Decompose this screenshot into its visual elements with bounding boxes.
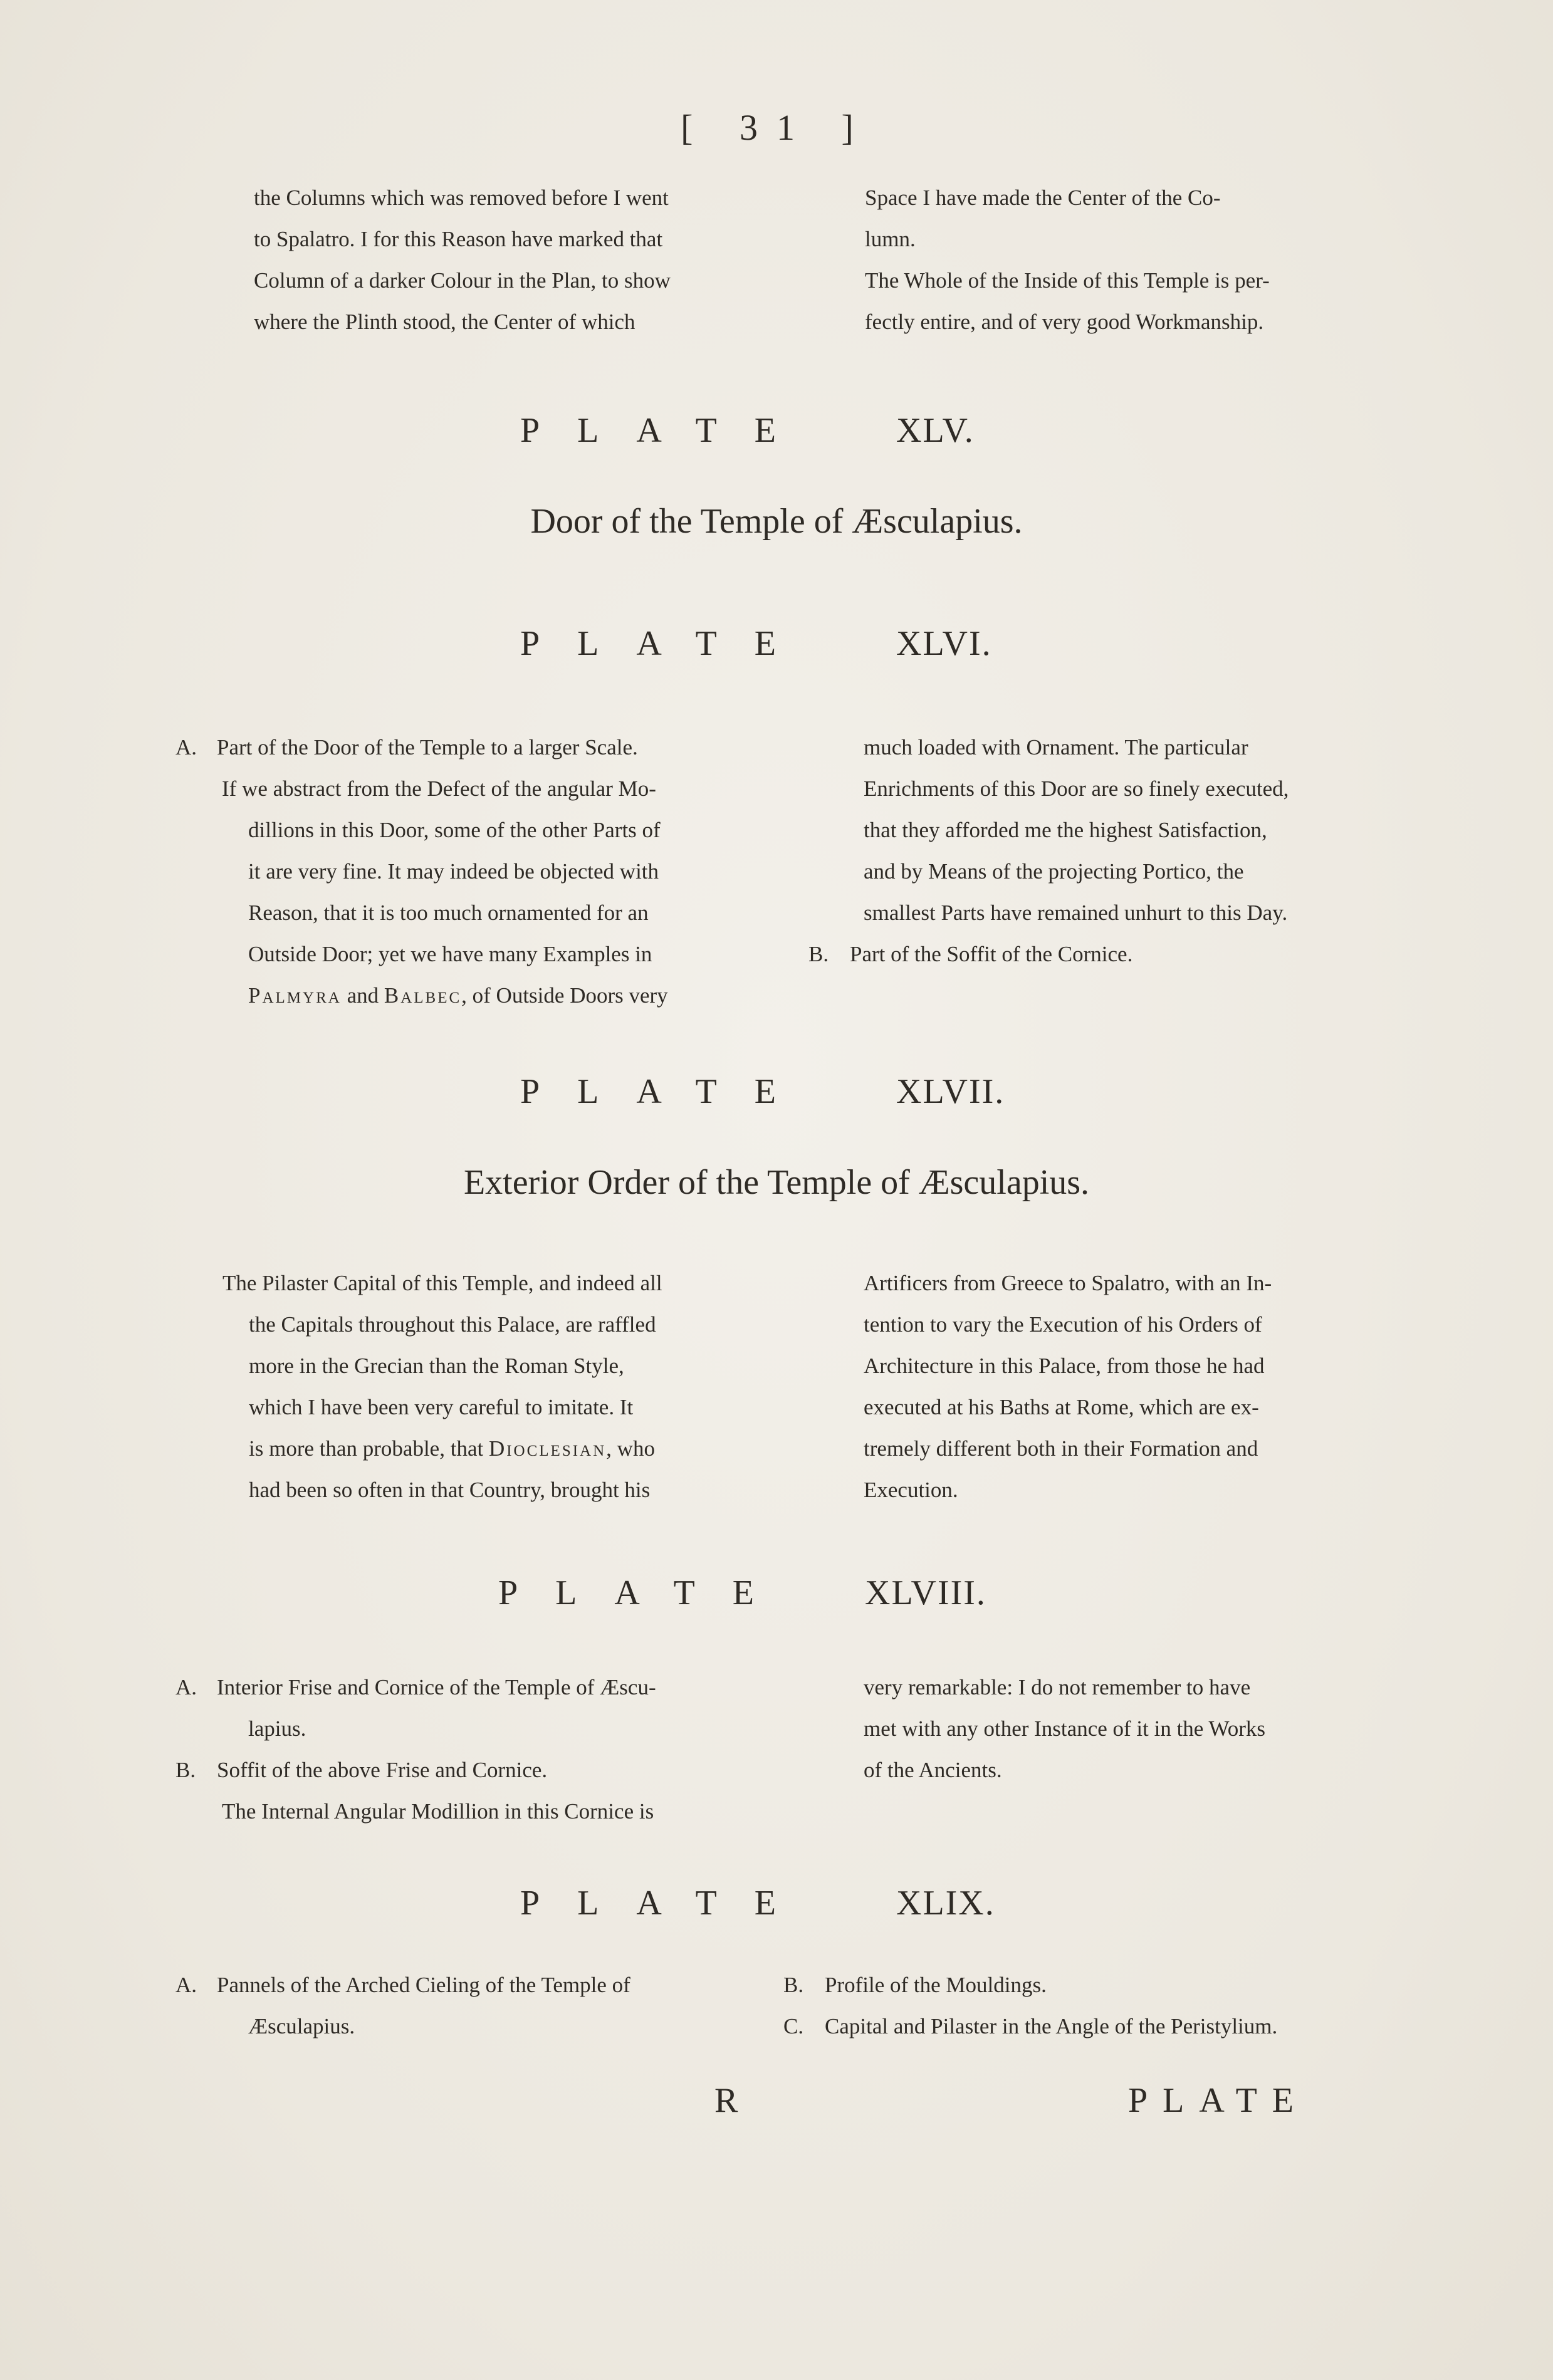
intro-left-line: where the Plinth stood, the Center of which (254, 310, 635, 334)
paragraph-line: Artificers from Greece to Spalatro, with an In- (864, 1271, 1272, 1295)
paragraph-line: very remarkable: I do not remember to have (864, 1675, 1251, 1699)
paragraph-line: executed at his Baths at Rome, which are ex- (864, 1395, 1259, 1419)
paragraph-line: dillions in this Door, some of the other Parts of (248, 818, 661, 842)
paragraph-line: Outside Door; yet we have many Examples in (248, 942, 652, 966)
plate-48-item-a (175, 1667, 765, 1708)
plate-word: PLATE (520, 624, 813, 663)
intro-left-line: the Columns which was removed before I went (254, 185, 669, 210)
catchword: PLATE (1128, 2081, 1309, 2120)
intro-right-line: fectly entire, and of very good Workmanship. (865, 310, 1264, 334)
place-name: Palmyra (248, 983, 342, 1008)
intro-right-column (865, 177, 1366, 343)
text-fragment: , of Outside Doors very (461, 983, 668, 1008)
intro-left-line: Column of a darker Colour in the Plan, to show (254, 268, 671, 293)
plate-46-left-column (175, 727, 765, 1016)
intro-left-column (254, 177, 768, 343)
paragraph-line: much loaded with Ornament. The particular (864, 735, 1248, 759)
plate-45-title: Door of the Temple of Æsculapius. (530, 502, 1023, 541)
plate-word: PLATE (520, 1072, 813, 1111)
signature-mark: R (714, 2081, 738, 2120)
item-text: Capital and Pilaster in the Angle of the Peristylium. (825, 2014, 1278, 2038)
intro-right-line: lumn. (865, 227, 916, 251)
plate-number: XLVIII. (865, 1574, 986, 1612)
paragraph-line: The Pilaster Capital of this Temple, and indeed all (222, 1271, 662, 1295)
item-text: Interior Frise and Cornice of the Temple of Æscu- (217, 1675, 656, 1699)
plate-49-item-b (783, 1965, 1385, 2006)
plate-48-item-b (175, 1750, 765, 1791)
item-text: Profile of the Mouldings. (825, 1973, 1047, 1997)
paragraph-line: smallest Parts have remained unhurt to this Day. (864, 900, 1288, 925)
plate-49-heading (520, 1883, 995, 1923)
item-label: A. (175, 1973, 197, 1997)
paragraph-line (222, 1428, 768, 1469)
plate-47-title: Exterior Order of the Temple of Æsculapius. (463, 1163, 1090, 1202)
paragraph-line: which I have been very careful to imitate. It (249, 1395, 634, 1419)
text-fragment: is more than probable, that (249, 1436, 489, 1461)
text-fragment: and (341, 983, 384, 1008)
plate-45-heading (520, 410, 975, 451)
plate-47-right-column (864, 1263, 1371, 1511)
paragraph-line: tention to vary the Execution of his Orders of (864, 1312, 1262, 1337)
plate-46-right-column (808, 727, 1373, 975)
paragraph-line: and by Means of the projecting Portico, the (864, 859, 1244, 884)
paragraph-line: tremely different both in their Formation and (864, 1436, 1258, 1461)
paragraph-line (175, 975, 765, 1016)
plate-47-left-column (222, 1263, 768, 1511)
paragraph-line: If we abstract from the Defect of the angular Mo- (222, 776, 656, 801)
plate-47-heading (520, 1072, 1005, 1112)
paragraph-line: The Internal Angular Modillion in this Cornice is (222, 1799, 654, 1824)
plate-46-item-a (175, 727, 765, 768)
item-label: A. (175, 735, 197, 759)
plate-48-heading (498, 1573, 986, 1613)
plate-number: XLVII. (896, 1072, 1005, 1111)
plate-49-item-c (783, 2006, 1385, 2047)
item-label: C. (783, 2014, 804, 2038)
person-name: Dioclesian (488, 1436, 607, 1461)
place-name: Balbec (384, 983, 462, 1008)
item-text: Pannels of the Arched Cieling of the Temple of (217, 1973, 630, 1997)
item-label: B. (808, 942, 829, 966)
plate-number: XLVI. (896, 624, 992, 663)
text-fragment: , who (606, 1436, 655, 1461)
item-label: B. (175, 1758, 196, 1782)
intro-right-line: The Whole of the Inside of this Temple is per- (865, 268, 1270, 293)
paragraph-line: Enrichments of this Door are so finely executed, (864, 776, 1289, 801)
paragraph-line: that they afforded me the highest Satisfaction, (864, 818, 1267, 842)
plate-46-heading (520, 624, 992, 664)
paragraph-line: of the Ancients. (864, 1758, 1002, 1782)
plate-number: XLIX. (896, 1884, 995, 1923)
plate-word: PLATE (498, 1574, 792, 1612)
paragraph-line: more in the Grecian than the Roman Style, (249, 1354, 624, 1378)
paragraph-line: had been so often in that Country, brought his (249, 1478, 651, 1502)
plate-word: PLATE (520, 411, 813, 450)
plate-49-left-column (175, 1965, 765, 2047)
item-label: B. (783, 1973, 804, 1997)
paragraph-line: Execution. (864, 1478, 958, 1502)
plate-word: PLATE (520, 1884, 813, 1923)
paragraph-line: it are very fine. It may indeed be objected with (248, 859, 659, 884)
item-text-continued: Æsculapius. (248, 2014, 355, 2038)
plate-49-item-a (175, 1965, 765, 2006)
item-text-continued: lapius. (248, 1716, 306, 1741)
paragraph-line: Architecture in this Palace, from those he had (864, 1354, 1265, 1378)
item-text: Part of the Soffit of the Cornice. (850, 942, 1133, 966)
intro-right-line: Space I have made the Center of the Co- (865, 185, 1221, 210)
plate-48-right-column (864, 1667, 1371, 1791)
item-text: Soffit of the above Frise and Cornice. (217, 1758, 548, 1782)
plate-48-left-column (175, 1667, 765, 1832)
plate-number: XLV. (896, 411, 975, 450)
item-label: A. (175, 1675, 197, 1699)
page-number: [ 31 ] (681, 107, 872, 148)
plate-46-item-b (808, 934, 1373, 975)
paragraph-line: met with any other Instance of it in the Works (864, 1716, 1265, 1741)
plate-49-right-column (783, 1965, 1385, 2047)
item-text: Part of the Door of the Temple to a larger Scale. (217, 735, 638, 759)
paragraph-line: Reason, that it is too much ornamented for an (248, 900, 649, 925)
intro-left-line: to Spalatro. I for this Reason have marked that (254, 227, 663, 251)
paragraph-line: the Capitals throughout this Palace, are raffled (249, 1312, 656, 1337)
